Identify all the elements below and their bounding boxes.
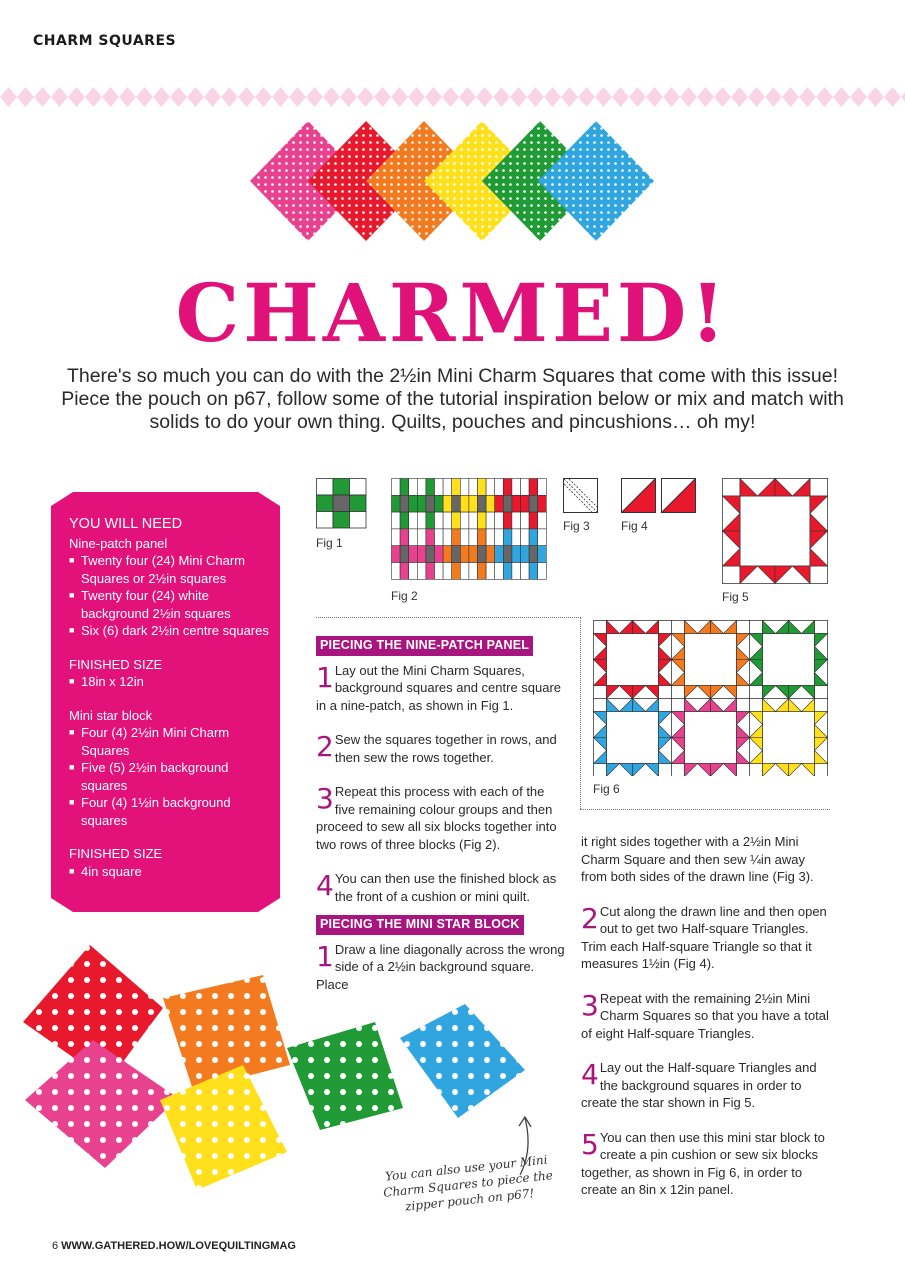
- step: [581, 1129, 831, 1199]
- fig2-cell: [392, 512, 401, 529]
- fig2-cell: [486, 495, 495, 512]
- fig2-cell: [392, 495, 401, 512]
- step-text: Draw a line diagonally across the wrong side of a 2½in background square. Place: [316, 941, 565, 992]
- fig2-cell: [495, 479, 504, 496]
- fig1-nine-patch-diagram: [316, 478, 367, 529]
- fig2-cell: [426, 479, 435, 496]
- fig2-cell: [460, 479, 469, 496]
- fig2-cell: [417, 546, 426, 563]
- list-item: ■ 18in x 12in: [69, 673, 274, 691]
- list-item: ■ Four (4) 1½in background squares: [69, 794, 274, 829]
- fig2-cell: [538, 546, 547, 563]
- fig2-cell: [521, 495, 530, 512]
- fig2-cell: [460, 563, 469, 580]
- fig6-label: Fig 6: [593, 782, 620, 796]
- diamond-shape: [663, 87, 680, 107]
- fabric-square-yellow: [160, 1065, 287, 1190]
- fig2-cell: [512, 529, 521, 546]
- fig1-cell: [350, 512, 367, 529]
- fig2-cell: [503, 563, 512, 580]
- fig2-cell: [512, 479, 521, 496]
- diamond-shape: [0, 87, 17, 107]
- diamond-shape: [612, 87, 629, 107]
- fig2-cell: [521, 563, 530, 580]
- need-heading: YOU WILL NEED: [69, 516, 183, 532]
- fig2-cell: [469, 563, 478, 580]
- fig2-cell: [452, 479, 461, 496]
- diamond-shape: [544, 87, 561, 107]
- fig2-cell: [495, 495, 504, 512]
- diamond-shape: [119, 87, 136, 107]
- fig2-cell: [529, 512, 538, 529]
- step-text: Repeat this process with each of the five remaining colour groups and then proceed to sew all six blocks together into two rows of three blocks (Fig 2).: [316, 784, 557, 852]
- fig2-cell: [426, 512, 435, 529]
- fig2-cell: [503, 546, 512, 563]
- nine-patch-heading: PIECING THE NINE-PATCH PANEL: [316, 636, 533, 656]
- diamond-shape: [102, 87, 119, 107]
- fig2-cell: [435, 512, 444, 529]
- diamond-shape: [34, 87, 51, 107]
- fig2-cell: [503, 529, 512, 546]
- fig6-star-block: [672, 621, 750, 699]
- step-number: 4: [581, 1058, 599, 1091]
- step: [581, 990, 831, 1043]
- diamond-shape: [578, 87, 595, 107]
- footer-url: WWW.GATHERED.HOW/LOVEQUILTINGMAG: [61, 1240, 296, 1252]
- fig2-cell: [400, 479, 409, 496]
- diamond-shape: [561, 87, 578, 107]
- list-item: ■ Six (6) dark 2½in centre squares: [69, 622, 274, 640]
- fabric-square-blue: [400, 1004, 525, 1118]
- fig2-cell: [469, 529, 478, 546]
- mini-star-title: Mini star block: [69, 707, 153, 723]
- fig2-panel-diagram: [391, 478, 549, 581]
- fig2-cell: [417, 479, 426, 496]
- fig2-cell: [443, 563, 452, 580]
- fig2-cell: [426, 546, 435, 563]
- fig2-cell: [478, 529, 487, 546]
- diamond-shape: [714, 87, 731, 107]
- fig2-cell: [392, 546, 401, 563]
- fig2-cell: [443, 495, 452, 512]
- diamond-shape: [595, 87, 612, 107]
- fig2-cell: [435, 495, 444, 512]
- diamond-shape: [136, 87, 153, 107]
- fig2-cell: [409, 563, 418, 580]
- fig2-cell: [435, 529, 444, 546]
- list-item: ■ 4in square: [69, 863, 274, 881]
- fig6-star-panel: [593, 620, 829, 776]
- fig2-cell: [452, 529, 461, 546]
- step-number: 1: [316, 660, 334, 694]
- step-continued: it right sides together with a 2½in Mini Charm Square and then sew ¼in away from both sides of the drawn line (Fig 3).: [581, 834, 814, 884]
- fig2-cell: [529, 529, 538, 546]
- diamond-shape: [833, 87, 850, 107]
- diamond-shape: [731, 87, 748, 107]
- fig2-cell: [529, 479, 538, 496]
- diamond-shape: [85, 87, 102, 107]
- fig2-cell: [478, 479, 487, 496]
- diamond-shape: [816, 87, 833, 107]
- list-item: ■ Twenty four (24) white background 2½in squares: [69, 587, 274, 622]
- fig2-cell: [503, 495, 512, 512]
- finished-size-title: FINISHED SIZE: [69, 656, 163, 672]
- fig2-cell: [400, 546, 409, 563]
- fig2-cell: [392, 529, 401, 546]
- fabric-square-green: [287, 1022, 403, 1130]
- diamond-shape: [867, 87, 884, 107]
- fig2-cell: [495, 563, 504, 580]
- fig2-cell: [469, 546, 478, 563]
- diamond-shape: [255, 87, 272, 107]
- fig6-star-block: [750, 699, 828, 777]
- fig2-cell: [417, 563, 426, 580]
- fig2-cell: [512, 563, 521, 580]
- step: [316, 783, 566, 853]
- fig2-cell: [409, 479, 418, 496]
- step-number: 2: [581, 901, 599, 935]
- page-title: CHARMED!: [175, 266, 730, 360]
- diamond-shape: [884, 87, 901, 107]
- diamond-shape: [408, 87, 425, 107]
- fig2-cell: [486, 512, 495, 529]
- fig2-cell: [529, 546, 538, 563]
- diamond-shape: [646, 87, 663, 107]
- mini-star-column: [581, 833, 831, 1216]
- separator: [316, 617, 581, 618]
- fig6-star-block: [594, 699, 672, 777]
- fig2-cell: [443, 512, 452, 529]
- fig1-cell: [350, 479, 367, 496]
- diamond-shape: [17, 87, 34, 107]
- fig2-cell: [435, 563, 444, 580]
- fig2-cell: [521, 546, 530, 563]
- diamond-shape: [357, 87, 374, 107]
- fig2-cell: [417, 529, 426, 546]
- fig2-cell: [400, 495, 409, 512]
- diamond-shape: [221, 87, 238, 107]
- fig2-cell: [435, 479, 444, 496]
- step-text: Lay out the Mini Charm Squares, background squares and centre square in a nine-patch, as shown in Fig 1.: [316, 662, 562, 713]
- fig1-cell: [317, 512, 334, 529]
- fig2-cell: [452, 495, 461, 512]
- diamond-shape: [306, 87, 323, 107]
- diamond-shape: [238, 87, 255, 107]
- list-item: ■ Four (4) 2½in Mini Charm Squares: [69, 724, 274, 759]
- fig1-cell: [333, 495, 350, 512]
- fig1-label: Fig 1: [316, 536, 343, 550]
- page-number: 6: [52, 1240, 59, 1252]
- fig6-star-block: [594, 621, 672, 699]
- step-text: Sew the squares together in rows, and then sew the rows together.: [334, 732, 557, 765]
- fig2-cell: [486, 529, 495, 546]
- diamond-shape: [374, 87, 391, 107]
- step-number: 5: [581, 1127, 599, 1161]
- step: [316, 731, 566, 766]
- fig2-cell: [392, 563, 401, 580]
- fig6-star-block: [672, 699, 750, 777]
- separator: [580, 617, 581, 809]
- finished-size-title: FINISHED SIZE: [69, 846, 163, 861]
- fig2-cell: [469, 512, 478, 529]
- diamond-shape: [748, 87, 765, 107]
- fig2-cell: [512, 546, 521, 563]
- diamond-shape: [493, 87, 510, 107]
- diamond-shape: [170, 87, 187, 107]
- fig2-label: Fig 2: [391, 589, 418, 603]
- fig3-label: Fig 3: [563, 519, 590, 533]
- fig4-half-square-triangles: [621, 478, 697, 514]
- fig5-label: Fig 5: [722, 590, 749, 604]
- step: [316, 870, 566, 905]
- fig2-cell: [443, 546, 452, 563]
- step-number: 1: [316, 939, 334, 973]
- fig5-star: [723, 479, 828, 584]
- fig2-cell: [426, 529, 435, 546]
- diamond-shape: [272, 87, 289, 107]
- diamond-shape: [901, 87, 905, 107]
- fabric-square-pink: [25, 1040, 178, 1168]
- step: [581, 1059, 831, 1112]
- fig3-drawn-line-diagram: [563, 478, 599, 514]
- diamond-shape: [289, 87, 306, 107]
- step-number: 3: [581, 988, 599, 1022]
- fig4-label: Fig 4: [621, 519, 648, 533]
- step-text: Repeat with the remaining 2½in Mini Charm Squares so that you have a total of eight Half-square Triangles.: [581, 990, 829, 1041]
- fig2-cell: [426, 563, 435, 580]
- fig2-cell: [409, 529, 418, 546]
- fig2-cell: [392, 479, 401, 496]
- fig2-cell: [460, 512, 469, 529]
- fig2-cell: [486, 479, 495, 496]
- diamond-shape: [527, 87, 544, 107]
- fig1-cell: [333, 479, 350, 496]
- diamond-shape: [850, 87, 867, 107]
- diamond-shape: [391, 87, 408, 107]
- fig2-cell: [452, 546, 461, 563]
- fig2-cell: [503, 512, 512, 529]
- diamond-shape: [782, 87, 799, 107]
- diamond-border: [0, 86, 905, 108]
- fig2-cell: [478, 546, 487, 563]
- fig2-cell: [409, 495, 418, 512]
- diamond-shape: [204, 87, 221, 107]
- fig2-cell: [409, 546, 418, 563]
- fig2-cell: [495, 546, 504, 563]
- list-item: ■ Five (5) 2½in background squares: [69, 759, 274, 794]
- fig2-cell: [426, 495, 435, 512]
- fig2-cell: [521, 529, 530, 546]
- fig2-cell: [486, 563, 495, 580]
- you-will-need-panel: [51, 492, 280, 912]
- step-number: 2: [316, 730, 334, 763]
- diamond-shape: [799, 87, 816, 107]
- fig2-cell: [400, 512, 409, 529]
- fig2-cell: [435, 546, 444, 563]
- fig2-cell: [460, 546, 469, 563]
- fig2-cell: [495, 529, 504, 546]
- fig1-cell: [333, 512, 350, 529]
- step-text: You can then use the finished block as the front of a cushion or mini quilt.: [334, 871, 557, 904]
- fig2-cell: [538, 479, 547, 496]
- section-label: CHARM SQUARES: [33, 33, 177, 49]
- fig2-cell: [486, 546, 495, 563]
- diamond-shape: [680, 87, 697, 107]
- step: [316, 662, 566, 715]
- diamond-shape: [68, 87, 85, 107]
- fig2-cell: [512, 495, 521, 512]
- step-number: 3: [316, 782, 334, 815]
- page-footer: [52, 1240, 296, 1252]
- separator: [580, 809, 830, 810]
- fig2-cell: [417, 512, 426, 529]
- fig2-cell: [469, 495, 478, 512]
- hero-charm-squares-image: [248, 118, 658, 244]
- photo-caption: You can also use your Mini Charm Squares to piece the zipper pouch on p67!: [382, 1152, 554, 1214]
- mini-star-heading: PIECING THE MINI STAR BLOCK: [316, 915, 524, 935]
- diamond-shape: [442, 87, 459, 107]
- diamond-shape: [476, 87, 493, 107]
- step-text: Cut along the drawn line and then open out to get two Half-square Triangles. Trim each Half-square Triangle so that it measures 1½in (Fig 4).: [581, 903, 827, 971]
- fig2-cell: [460, 495, 469, 512]
- diamond-shape: [425, 87, 442, 107]
- fig2-cell: [469, 479, 478, 496]
- diamond-shape: [697, 87, 714, 107]
- fig2-cell: [478, 512, 487, 529]
- diamond-shape: [187, 87, 204, 107]
- diamond-shape: [629, 87, 646, 107]
- fig2-cell: [443, 529, 452, 546]
- fig2-cell: [417, 495, 426, 512]
- fig1-cell: [317, 495, 334, 512]
- diamond-shape: [510, 87, 527, 107]
- diamond-shape: [323, 87, 340, 107]
- fig2-cell: [512, 512, 521, 529]
- fig2-cell: [529, 495, 538, 512]
- fig2-cell: [452, 512, 461, 529]
- fig1-cell: [317, 479, 334, 496]
- fig2-cell: [460, 529, 469, 546]
- fig2-cell: [409, 512, 418, 529]
- fig2-cell: [400, 529, 409, 546]
- list-item: ■ Twenty four (24) Mini Charm Squares or 2½in squares: [69, 552, 274, 587]
- fig2-cell: [452, 563, 461, 580]
- fig2-cell: [503, 479, 512, 496]
- fig2-cell: [538, 529, 547, 546]
- fig2-cell: [538, 563, 547, 580]
- nine-patch-title: Nine-patch panel: [69, 535, 168, 551]
- fig2-cell: [521, 512, 530, 529]
- diamond-shape: [51, 87, 68, 107]
- diamond-shape: [153, 87, 170, 107]
- diamond-shape: [340, 87, 357, 107]
- step-number: 4: [316, 869, 334, 902]
- diamond-shape: [765, 87, 782, 107]
- intro-paragraph: There's so much you can do with the 2½in Mini Charm Squares that come with this issue! Piece the pouch on p67, follow some of the tutorial inspiration below or mix and match with solids to do your own thing. Quilts, pouches and pincushions… oh my!: [61, 365, 844, 433]
- fig2-cell: [538, 512, 547, 529]
- fig2-cell: [538, 495, 547, 512]
- diamond-shape: [459, 87, 476, 107]
- fig2-cell: [443, 479, 452, 496]
- fig5-star-block: [722, 478, 828, 584]
- fig2-cell: [478, 563, 487, 580]
- fig1-cell: [350, 495, 367, 512]
- fig2-cell: [521, 479, 530, 496]
- fig6-star-block: [750, 621, 828, 699]
- step-text: You can then use this mini star block to create a pin cushion or sew six blocks together, as shown in Fig 6, in order to create an 8in x 12in panel.: [581, 1129, 825, 1197]
- fig2-cell: [478, 495, 487, 512]
- fig2-cell: [529, 563, 538, 580]
- step: [581, 903, 831, 973]
- fig2-cell: [400, 563, 409, 580]
- fig2-cell: [495, 512, 504, 529]
- step-text: Lay out the Half-square Triangles and the background squares in order to create the star shown in Fig 5.: [581, 1060, 817, 1110]
